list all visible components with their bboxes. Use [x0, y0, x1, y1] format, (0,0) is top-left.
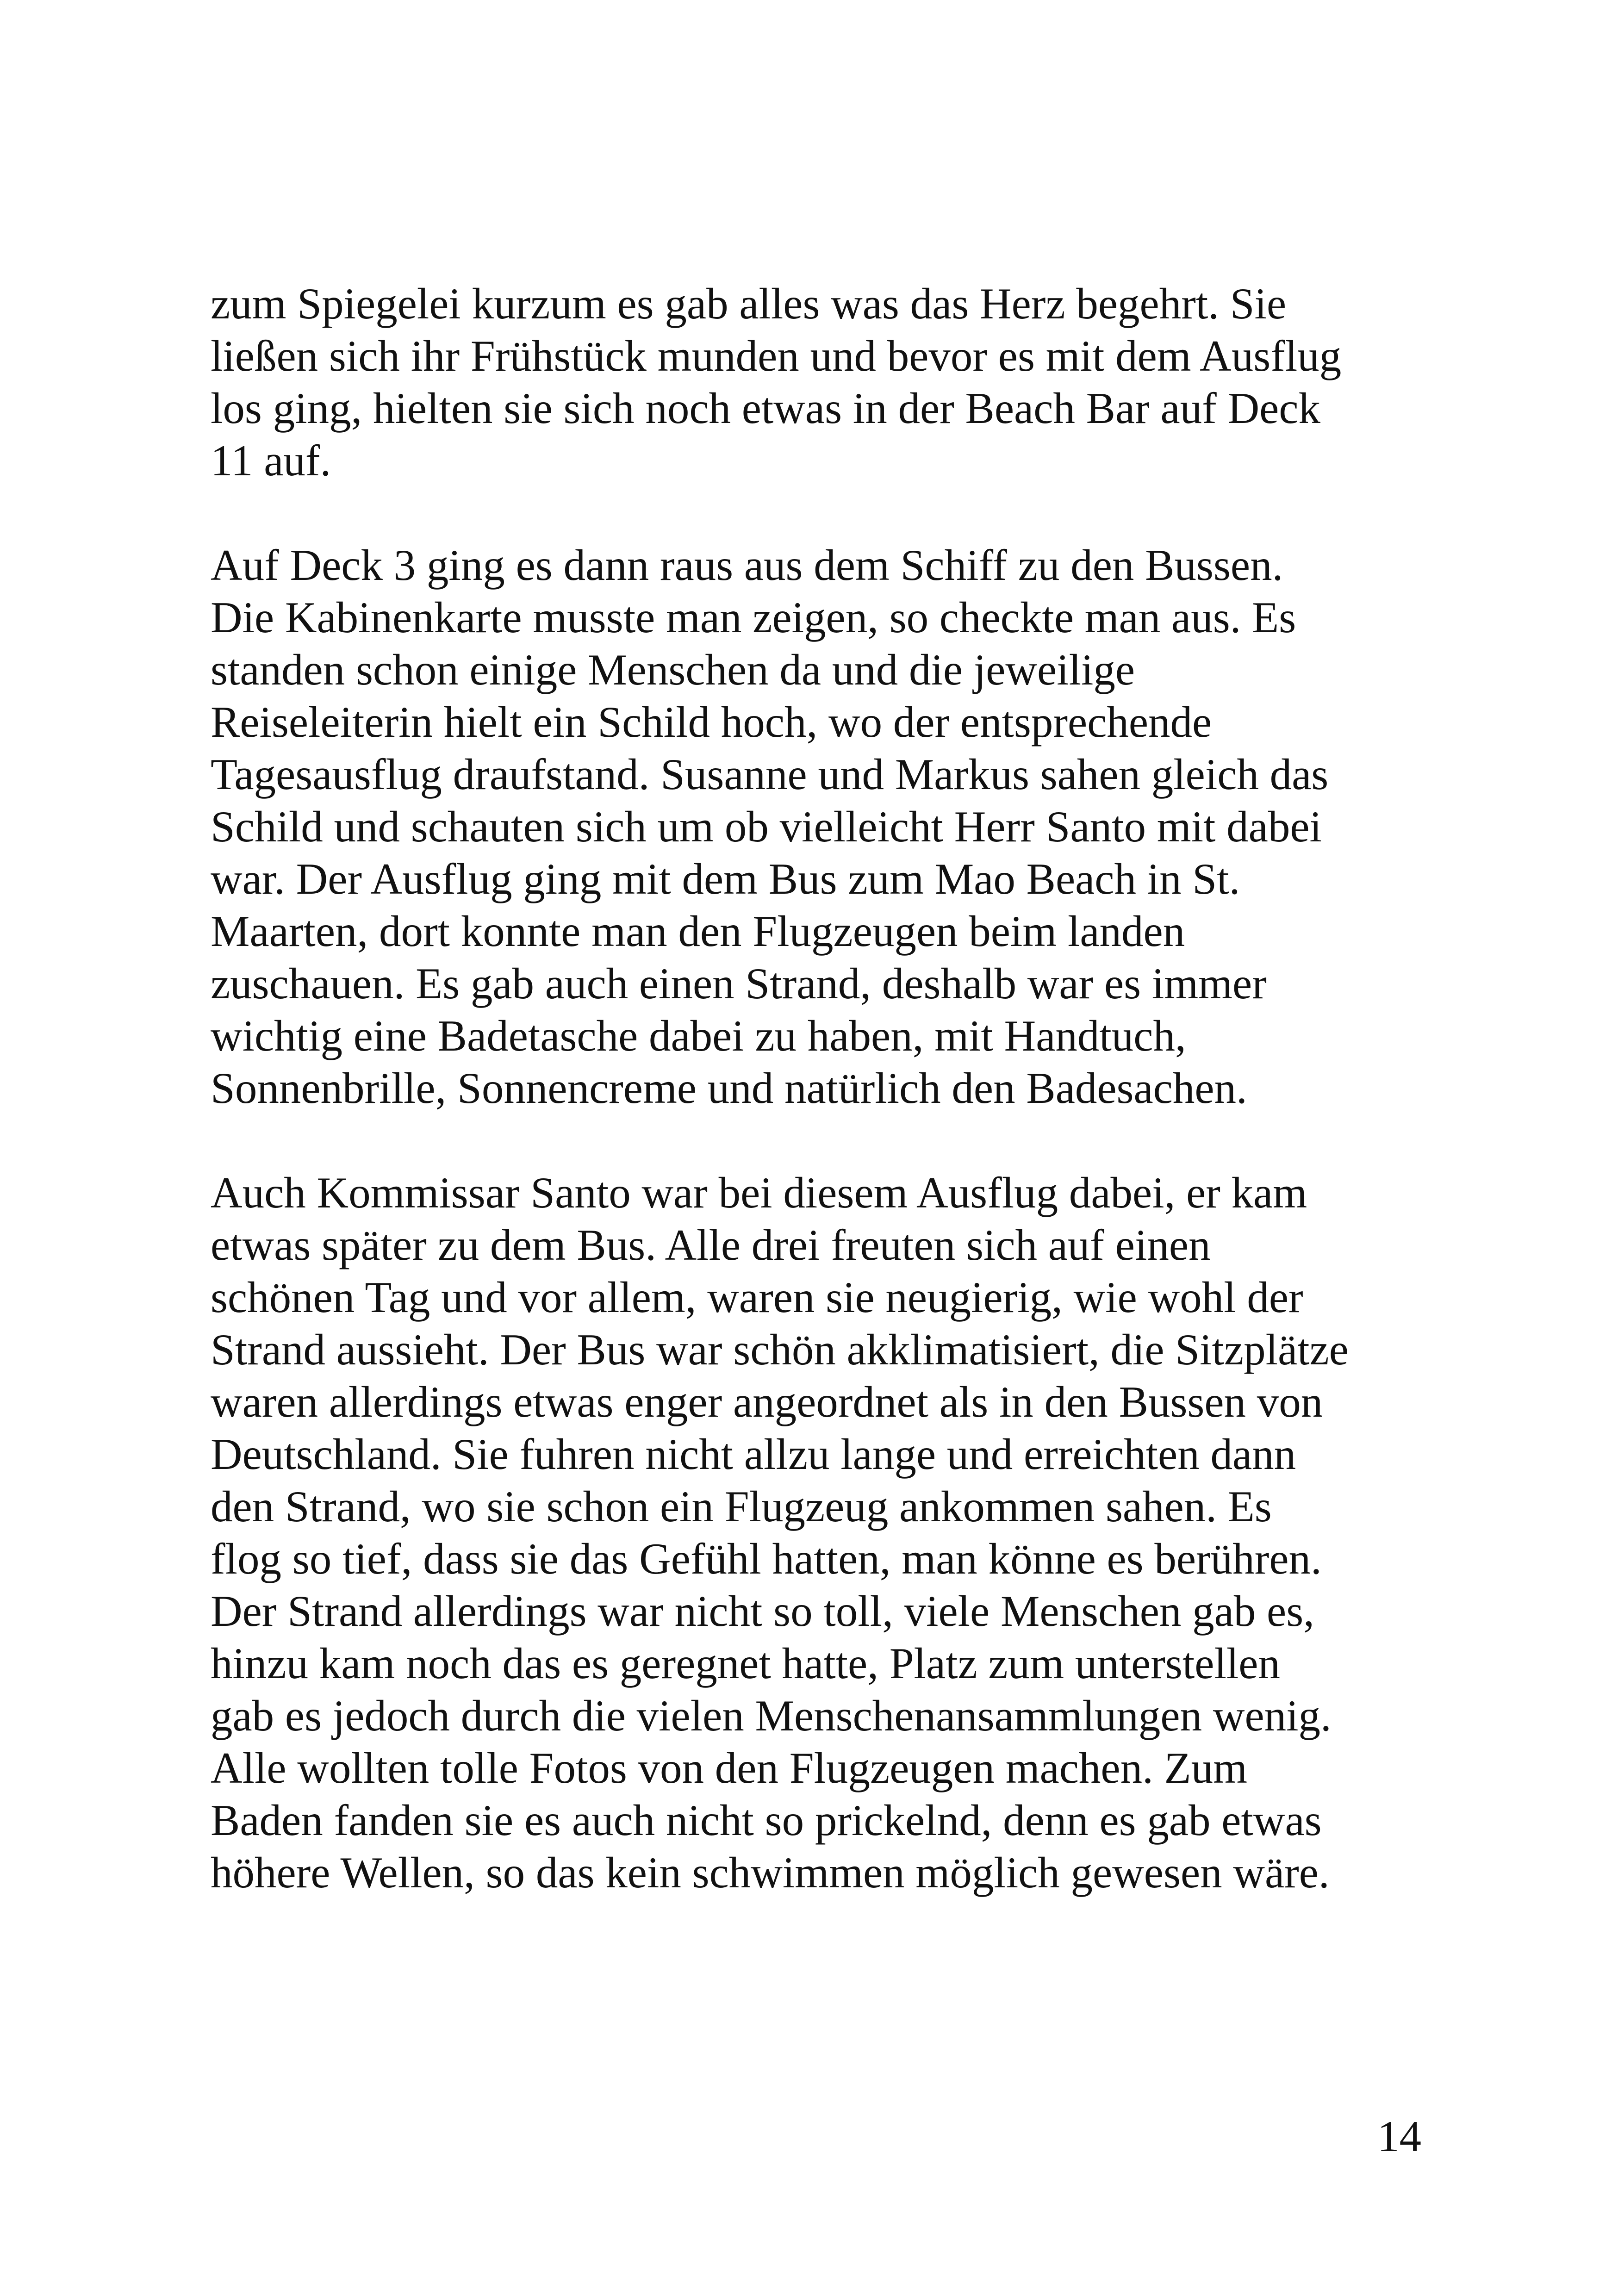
page-number: 14	[1377, 2112, 1421, 2161]
text-line: wichtig eine Badetasche dabei zu haben, mit Handtuch,	[211, 1011, 1186, 1060]
text-line: Alle wollten tolle Fotos von den Flugzeugen machen. Zum	[211, 1743, 1248, 1792]
text-line: ließen sich ihr Frühstück munden und bevor es mit dem Ausflug	[211, 331, 1342, 380]
text-line: Die Kabinenkarte musste man zeigen, so checkte man aus. Es	[211, 593, 1296, 642]
text-line: hinzu kam noch das es geregnet hatte, Platz zum unterstellen	[211, 1639, 1280, 1688]
text-line: los ging, hielten sie sich noch etwas in der Beach Bar auf Deck	[211, 384, 1321, 433]
paragraph-1	[211, 278, 1432, 487]
paragraph-2	[211, 539, 1432, 1114]
text-line: 11 auf.	[211, 436, 331, 485]
text-line: Auch Kommissar Santo war bei diesem Ausflug dabei, er kam	[211, 1168, 1307, 1217]
text-line: den Strand, wo sie schon ein Flugzeug ankommen sahen. Es	[211, 1482, 1272, 1531]
text-line: etwas später zu dem Bus. Alle drei freuten sich auf einen	[211, 1220, 1211, 1269]
text-line: gab es jedoch durch die vielen Menschenansammlungen wenig.	[211, 1691, 1332, 1740]
text-line: Sonnenbrille, Sonnencreme und natürlich den Badesachen.	[211, 1064, 1247, 1113]
text-line: Baden fanden sie es auch nicht so prickelnd, denn es gab etwas	[211, 1796, 1322, 1845]
text-line: war. Der Ausflug ging mit dem Bus zum Mao Beach in St.	[211, 854, 1240, 903]
paragraph-3	[211, 1167, 1432, 1899]
text-line: Maarten, dort konnte man den Flugzeugen beim landen	[211, 907, 1185, 956]
text-line: zum Spiegelei kurzum es gab alles was das Herz begehrt. Sie	[211, 279, 1287, 328]
text-line: Schild und schauten sich um ob vielleicht Herr Santo mit dabei	[211, 802, 1322, 851]
text-line: Strand aussieht. Der Bus war schön akklimatisiert, die Sitzplätze	[211, 1325, 1349, 1374]
text-line: Reiseleiterin hielt ein Schild hoch, wo der entsprechende	[211, 697, 1212, 747]
text-line: waren allerdings etwas enger angeordnet als in den Bussen von	[211, 1377, 1323, 1426]
text-line: zuschauen. Es gab auch einen Strand, deshalb war es immer	[211, 959, 1267, 1008]
text-line: Der Strand allerdings war nicht so toll, viele Menschen gab es,	[211, 1587, 1314, 1636]
text-line: schönen Tag und vor allem, waren sie neugierig, wie wohl der	[211, 1273, 1303, 1322]
text-line: höhere Wellen, so das kein schwimmen möglich gewesen wäre.	[211, 1848, 1330, 1897]
text-line: standen schon einige Menschen da und die jeweilige	[211, 645, 1135, 694]
body-text	[211, 278, 1432, 1951]
text-line: flog so tief, dass sie das Gefühl hatten, man könne es berühren.	[211, 1534, 1322, 1583]
text-line: Tagesausflug draufstand. Susanne und Markus sahen gleich das	[211, 750, 1329, 799]
text-line: Deutschland. Sie fuhren nicht allzu lange und erreichten dann	[211, 1430, 1296, 1479]
text-line: Auf Deck 3 ging es dann raus aus dem Schiff zu den Bussen.	[211, 541, 1283, 590]
